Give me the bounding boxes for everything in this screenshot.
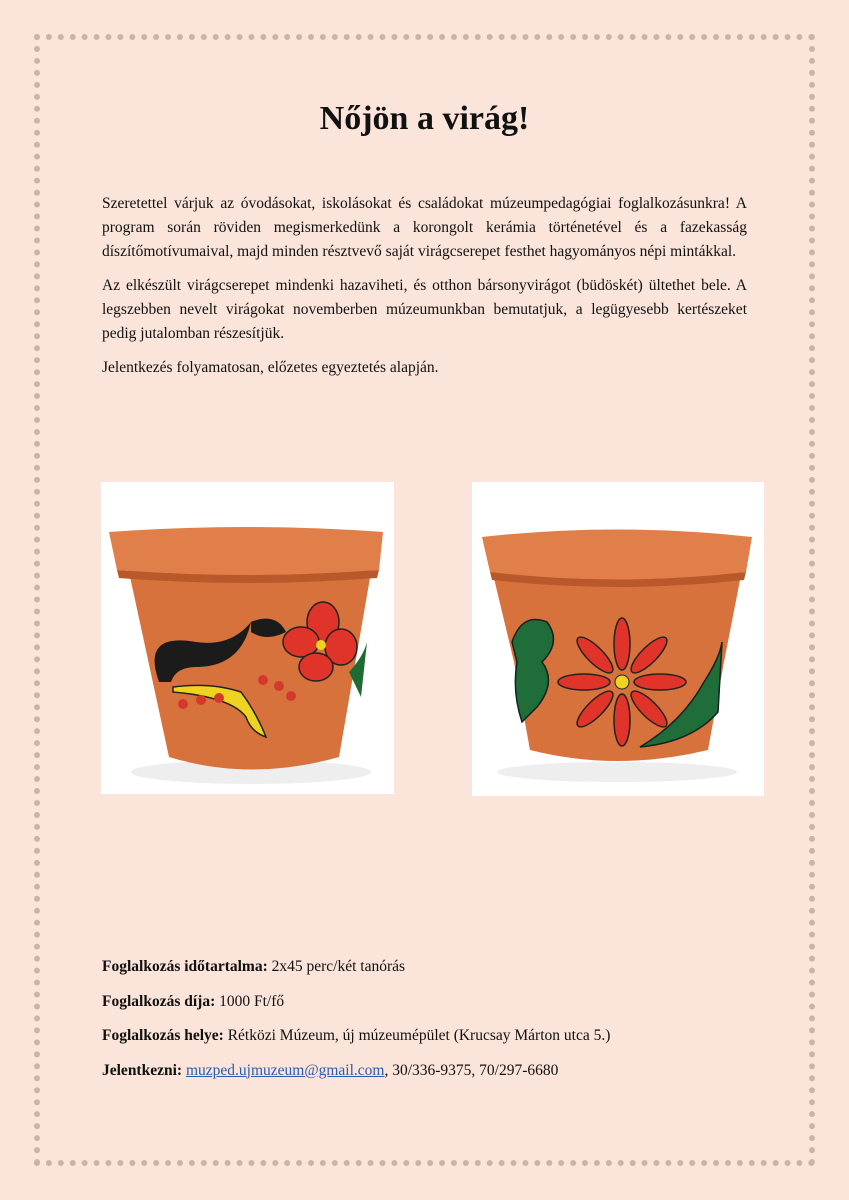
apply-row (102, 1062, 762, 1079)
price-label: Foglalkozás díja: (102, 992, 216, 1010)
duration-row (102, 958, 762, 975)
intro-paragraph-2: Az elkészült virágcserepet mindenki hazaviheti, és otthon bársonyvirágot (büdöskét) ültethet bele. A legszebben nevelt virágokat novemberben múzeumunkban bemutatjuk, a legügyesebb kertészeket pedig jutalomban részesítjük. (102, 277, 747, 342)
intro-paragraph-1: Szeretettel várjuk az óvodásokat, iskolásokat és családokat múzeumpedagógiai foglalkozásunkra! A program során röviden megismerkedünk a korongolt kerámia történetével és a fazekasság díszítőmotívumaival, majd minden résztvevő saját virágcserepet festhet hagyományos népi mintákkal. (102, 195, 747, 260)
price-value: 1000 Ft/fő (215, 992, 285, 1010)
place-label: Foglalkozás helye: (102, 1027, 224, 1044)
email-link[interactable]: muzped.ujmuzeum@gmail.com (185, 1061, 385, 1079)
place-row (102, 1027, 762, 1044)
duration-value: 2x45 perc/két tanórás (267, 958, 406, 975)
place-value: Rétközi Múzeum, új múzeumépület (Krucsay Márton utca 5.) (223, 1027, 611, 1044)
event-details (102, 958, 762, 1096)
intro-text (102, 192, 747, 390)
phone-numbers: , 30/336-9375, 70/297-6680 (384, 1061, 559, 1079)
page-title: Nőjön a virág! (319, 100, 530, 137)
intro-paragraph-3: Jelentkezés folyamatosan, előzetes egyeztetés alapján. (102, 359, 439, 376)
apply-label: Jelentkezni: (102, 1061, 183, 1079)
duration-label: Foglalkozás időtartalma: (102, 958, 268, 975)
price-row (102, 993, 762, 1010)
painted-pot-photo-left (101, 482, 394, 794)
painted-pot-photo-right (472, 482, 764, 796)
